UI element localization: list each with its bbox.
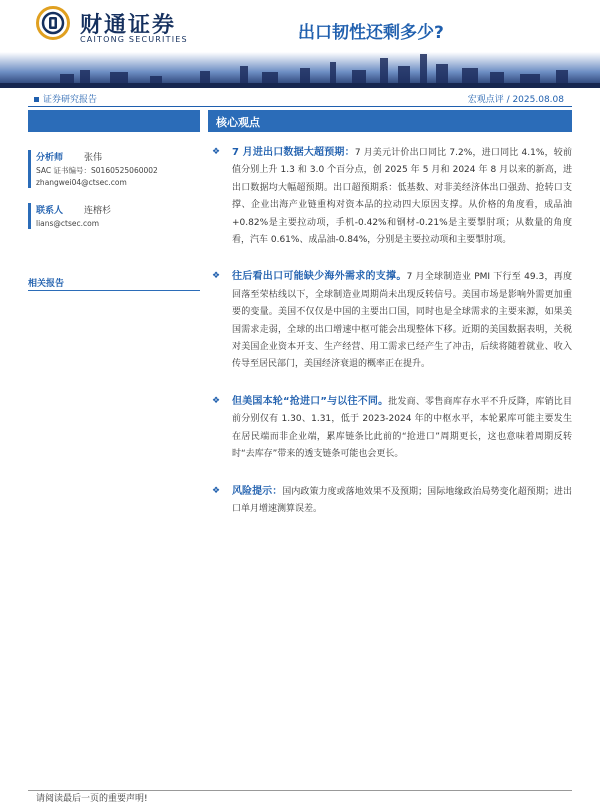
analyst-accent-line	[28, 150, 31, 188]
report-type-label	[34, 92, 97, 105]
logo-chinese-name: 财通证券	[80, 13, 177, 38]
core-point	[212, 144, 572, 249]
header-divider	[28, 106, 572, 107]
report-type-text: 证券研究报告	[43, 95, 98, 105]
diamond-bullet-icon: ❖	[212, 147, 221, 157]
point-lead: 7 月进出口数据大超预期：	[232, 147, 355, 158]
analyst-email[interactable]: zhangwei04@ctsec.com	[36, 178, 127, 187]
contact-accent-line	[28, 203, 31, 229]
caitong-logo-icon	[36, 6, 70, 40]
contact-role: 联系人	[36, 206, 64, 216]
core-views-title: 核心观点	[216, 116, 260, 129]
company-logo	[36, 6, 196, 46]
point-text: 国内政策力度或落地效果不及预期；国际地缘政治局势变化超预期；进出口单月增速测算误差。	[232, 486, 572, 514]
diamond-bullet-icon: ❖	[212, 485, 221, 496]
analyst-name: 张伟	[84, 153, 103, 163]
point-lead: 往后看出口可能缺少海外需求的支撑。	[232, 271, 407, 283]
analyst-block	[28, 150, 200, 188]
point-lead: 风险提示：	[232, 485, 283, 497]
analyst-role: 分析师	[36, 153, 64, 163]
footer-disclaimer-note: 请阅读最后一页的重要声明!	[36, 794, 148, 804]
logo-english-name: CAITONG SECURITIES	[80, 35, 188, 44]
square-bullet-icon	[34, 97, 39, 102]
contact-name: 连榕杉	[84, 206, 112, 216]
city-skyline-banner	[0, 52, 600, 88]
related-reports-title: 相关报告	[28, 279, 65, 289]
point-lead: 但美国本轮“抢进口”与以往不同。	[232, 395, 389, 407]
core-views-bar	[208, 110, 572, 132]
sidebar-header-bar	[28, 110, 200, 132]
related-reports-divider	[28, 290, 200, 291]
core-point	[212, 483, 572, 519]
core-points-list	[212, 144, 572, 537]
report-category-date: 宏观点评 / 2025.08.08	[467, 95, 564, 105]
contact-email[interactable]: lians@ctsec.com	[36, 219, 100, 228]
contact-block	[28, 203, 200, 229]
point-text: 7 月美元计价出口同比 7.2%，进口同比 4.1%，较前值分别上升 1.3 和 3.0 个百分点，创 2025 年 5 月和 2024 年 8 月以来的新高，进出口数据均大幅超预期。出口超预期系：低基数、对非美经济体出口强劲、抢转口支撑、企业出海产业链重构对资本品的拉动四大原因支撑。从价格的角度看，成品油+0.82%是主要拉动项，手机-0.42%和钢材-0.21%是主要掣肘项；从数量的角度看，汽车 0.61%、成品油-0.84%，分别是主要拉动项和主要掣肘项。	[232, 148, 572, 246]
core-point	[212, 268, 572, 373]
document-title: 出口韧性还剩多少?	[298, 23, 444, 43]
point-text: 7 月全球制造业 PMI 下行至 49.3，再度回落至荣枯线以下，全球制造业周期尚未出现反转信号。美国市场是影响外需更加重要的变量。美国不仅仅是中国的主要出口国，同时也是全球需求的主要来源，如果美国需求走弱，全球的出口增速中枢可能会出现整体下移。近期的美国数据表明，关税对美国企业资本开支、生产经营、用工需求已经产生了冲击，后续将随着就业、收入传导至居民部门，美国经济衰退的概率正在提升。	[232, 272, 572, 370]
report-header	[0, 0, 600, 90]
diamond-bullet-icon: ❖	[212, 271, 221, 282]
point-text: 批发商、零售商库存水平不升反降，库销比目前分别仅有 1.30、1.31，低于 2023-2024 年的中枢水平，本轮累库可能主要发生在居民端而非企业端，累库链条比此前的“抢进口”周期更长，这也意味着周期反转时“去库存”带来的透支链条可能也会更长。	[232, 396, 572, 460]
analyst-certificate: SAC 证书编号：S0160525060002	[36, 166, 158, 175]
diamond-bullet-icon: ❖	[212, 395, 221, 406]
core-point	[212, 393, 572, 464]
